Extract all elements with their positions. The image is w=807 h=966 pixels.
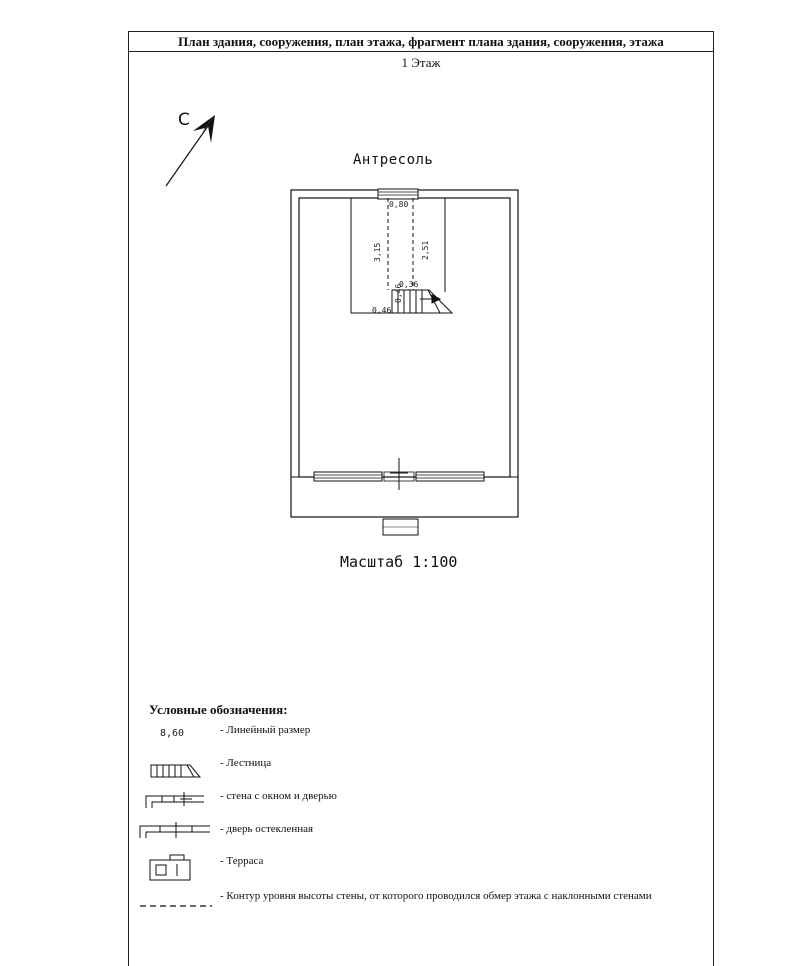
top-window	[378, 189, 418, 199]
legend-item-terrace: - Терраса	[220, 855, 264, 867]
building-outline	[291, 190, 518, 517]
legend-title: Условные обозначения:	[149, 702, 288, 717]
legend-item-stair: - Лестница	[220, 757, 272, 769]
bottom-wall-openings	[314, 458, 484, 490]
dimension-stair-b: 0,46	[394, 283, 403, 303]
legend-sample-dimension: 8,60	[160, 728, 185, 739]
legend-stair-icon	[151, 765, 200, 777]
dimension-left-height: 3,15	[373, 242, 382, 262]
legend-item-wall-window-door: - стена с окном и дверью	[220, 790, 337, 802]
north-label: С	[178, 110, 190, 130]
legend-item-glazed-door: - дверь остекленная	[220, 823, 314, 835]
scale-label: Масштаб 1:100	[340, 553, 458, 571]
legend-wall-window-door-icon	[146, 792, 204, 808]
legend-item-dashed-contour: - Контур уровня высоты стены, от которого проводился обмер этажа с наклонными стенами	[220, 890, 652, 902]
dimension-stair-c: 0,46	[372, 306, 392, 315]
legend-terrace-icon	[150, 855, 190, 880]
legend-item-dimension: - Линейный размер	[220, 724, 311, 736]
document-title: План здания, сооружения, план этажа, фрагмент плана здания, сооружения, этажа	[129, 32, 713, 52]
dimension-stair-a: 0,36	[399, 280, 419, 289]
legend-glazed-door-icon	[140, 822, 210, 838]
mezzanine-label: Антресоль	[353, 152, 434, 168]
dimension-width: 0,80	[389, 200, 409, 209]
floor-label: 1 Этаж	[401, 55, 441, 70]
dimension-right-height: 2,51	[421, 240, 430, 260]
north-arrow-icon	[166, 115, 215, 186]
